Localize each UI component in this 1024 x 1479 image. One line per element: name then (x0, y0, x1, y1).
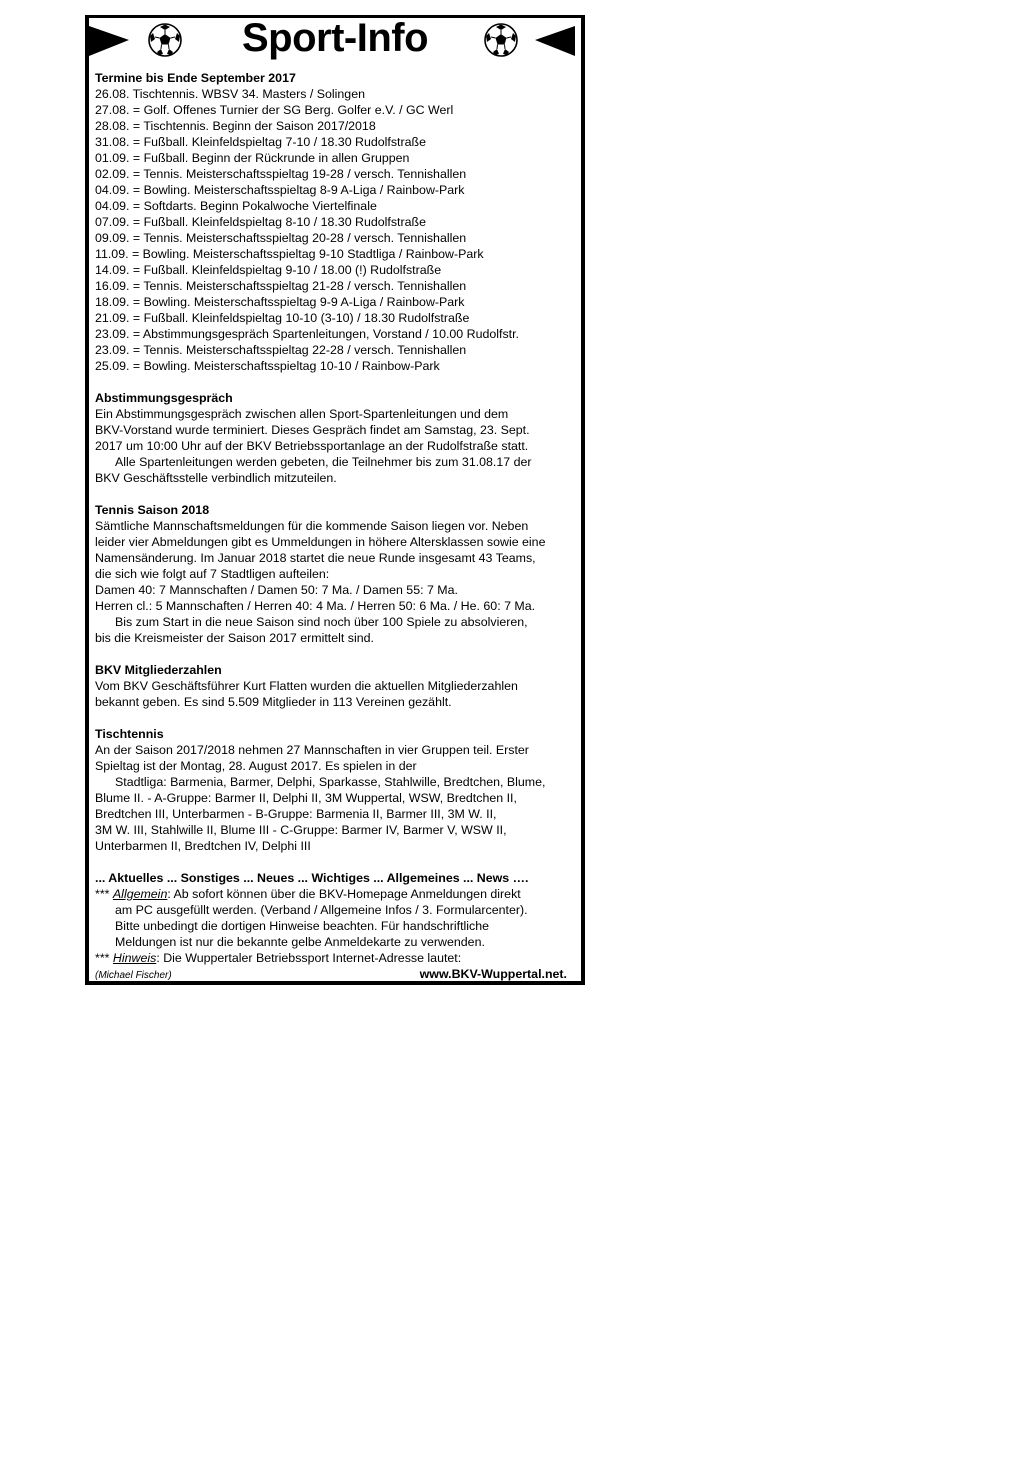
paragraph-line: 3M W. III, Stahlwille II, Blume III - C-Gruppe: Barmer IV, Barmer V, WSW II, (95, 823, 507, 837)
paragraph-line: Blume II. - A-Gruppe: Barmer II, Delphi II, 3M Wuppertal, WSW, Bredtchen II, (95, 791, 517, 805)
paragraph-line: BKV-Vorstand wurde terminiert. Dieses Gespräch findet am Samstag, 23. Sept. (95, 423, 530, 437)
website-link[interactable]: www.BKV-Wuppertal.net. (419, 967, 567, 981)
paragraph-line: die sich wie folgt auf 7 Stadtligen aufteilen: (95, 567, 330, 581)
paragraph-line: am PC ausgefüllt werden. (Verband / Allgemeine Infos / 3. Formularcenter). (115, 903, 528, 917)
paragraph-line: Bredtchen III, Unterbarmen - B-Gruppe: Barmenia II, Barmer III, 3M W. II, (95, 807, 497, 821)
header (89, 18, 581, 68)
termin-item: 21.09. = Fußball. Kleinfeldspieltag 10-10 (3-10) / 18.30 Rudolfstraße (95, 311, 470, 325)
news-text: : Ab sofort können über die BKV-Homepage Anmeldungen direkt (167, 887, 521, 901)
paragraph-line: bis die Kreismeister der Saison 2017 ermittelt sind. (95, 631, 374, 645)
soccer-ball-icon (483, 22, 519, 58)
paragraph-line: Namensänderung. Im Januar 2018 startet die neue Runde insgesamt 43 Teams, (95, 551, 536, 565)
news-item-allgemein (95, 886, 575, 902)
termin-item: 23.09. = Tennis. Meisterschaftsspieltag 22-28 / versch. Tennishallen (95, 343, 467, 357)
paragraph-line: Bis zum Start in die neue Saison sind noch über 100 Spiele zu absolvieren, (115, 615, 528, 629)
paragraph-line: Alle Spartenleitungen werden gebeten, die Teilnehmer bis zum 31.08.17 der (115, 455, 532, 469)
news-stars: *** (95, 951, 110, 965)
paragraph-line: bekannt geben. Es sind 5.509 Mitglieder in 113 Vereinen gezählt. (95, 695, 452, 709)
paragraph-line: leider vier Abmeldungen gibt es Ummeldungen in höhere Altersklassen sowie eine (95, 535, 546, 549)
termin-item: 14.09. = Fußball. Kleinfeldspieltag 9-10 / 18.00 (!) Rudolfstraße (95, 263, 442, 277)
paragraph-line: Unterbarmen II, Bredtchen IV, Delphi III (95, 839, 311, 853)
paragraph-line: Herren cl.: 5 Mannschaften / Herren 40: 4 Ma. / Herren 50: 6 Ma. / He. 60: 7 Ma. (95, 599, 536, 613)
termin-item: 09.09. = Tennis. Meisterschaftsspieltag 20-28 / versch. Tennishallen (95, 231, 467, 245)
paragraph-line: Stadtliga: Barmenia, Barmer, Delphi, Sparkasse, Stahlwille, Bredtchen, Blume, (115, 775, 546, 789)
paragraph-line: An der Saison 2017/2018 nehmen 27 Mannschaften in vier Gruppen teil. Erster (95, 743, 529, 757)
paragraph-line: 2017 um 10:00 Uhr auf der BKV Betriebssportanlage an der Rudolfstraße statt. (95, 439, 529, 453)
section-heading-tischtennis: Tischtennis (95, 727, 164, 741)
section-heading-termine: Termine bis Ende September 2017 (95, 71, 296, 85)
termin-item: 27.08. = Golf. Offenes Turnier der SG Berg. Golfer e.V. / GC Werl (95, 103, 454, 117)
termin-item: 23.09. = Abstimmungsgespräch Spartenleitungen, Vorstand / 10.00 Rudolfstr. (95, 327, 519, 341)
termin-item: 04.09. = Softdarts. Beginn Pokalwoche Viertelfinale (95, 199, 377, 213)
news-stars: *** (95, 887, 110, 901)
page-title: Sport-Info (241, 16, 429, 60)
paragraph-line: Damen 40: 7 Mannschaften / Damen 50: 7 Ma. / Damen 55: 7 Ma. (95, 583, 458, 597)
paragraph-line: Sämtliche Mannschaftsmeldungen für die kommende Saison liegen vor. Neben (95, 519, 529, 533)
paragraph-line: Bitte unbedingt die dortigen Hinweise beachten. Für handschriftliche (115, 919, 490, 933)
section-heading-abstimmung: Abstimmungsgespräch (95, 391, 233, 405)
section-heading-mitglieder: BKV Mitgliederzahlen (95, 663, 222, 677)
section-heading-news: ... Aktuelles ... Sonstiges ... Neues ... Wichtiges ... Allgemeines ... News …. (95, 871, 529, 885)
author-signature: (Michael Fischer) (95, 970, 172, 981)
termin-item: 26.08. Tischtennis. WBSV 34. Masters / Solingen (95, 87, 365, 101)
paragraph-line: Spieltag ist der Montag, 28. August 2017. Es spielen in der (95, 759, 417, 773)
news-label-allgemein: Allgemein (112, 887, 168, 901)
news-item-hinweis (95, 950, 575, 966)
termin-item: 28.08. = Tischtennis. Beginn der Saison 2017/2018 (95, 119, 376, 133)
paragraph-line: BKV Geschäftsstelle verbindlich mitzuteilen. (95, 471, 337, 485)
signature-row (95, 966, 575, 982)
section-heading-tennis: Tennis Saison 2018 (95, 503, 210, 517)
news-label-hinweis: Hinweis (112, 951, 157, 965)
termin-item: 07.09. = Fußball. Kleinfeldspieltag 8-10 / 18.30 Rudolfstraße (95, 215, 426, 229)
termin-item: 18.09. = Bowling. Meisterschaftsspieltag 9-9 A-Liga / Rainbow-Park (95, 295, 465, 309)
termin-item: 02.09. = Tennis. Meisterschaftsspieltag 19-28 / versch. Tennishallen (95, 167, 467, 181)
pennant-right-icon (531, 26, 575, 60)
news-text: : Die Wuppertaler Betriebssport Internet-Adresse lautet: (156, 951, 462, 965)
sport-info-box (85, 15, 585, 985)
paragraph-line: Meldungen ist nur die bekannte gelbe Anmeldekarte zu verwenden. (115, 935, 485, 949)
termin-item: 04.09. = Bowling. Meisterschaftsspieltag 8-9 A-Liga / Rainbow-Park (95, 183, 465, 197)
paragraph-line: Ein Abstimmungsgespräch zwischen allen Sport-Spartenleitungen und dem (95, 407, 509, 421)
termin-item: 11.09. = Bowling. Meisterschaftsspieltag 9-10 Stadtliga / Rainbow-Park (95, 247, 484, 261)
termin-item: 25.09. = Bowling. Meisterschaftsspieltag 10-10 / Rainbow-Park (95, 359, 440, 373)
termin-item: 01.09. = Fußball. Beginn der Rückrunde in allen Gruppen (95, 151, 410, 165)
termin-item: 16.09. = Tennis. Meisterschaftsspieltag 21-28 / versch. Tennishallen (95, 279, 467, 293)
paragraph-line: Vom BKV Geschäftsführer Kurt Flatten wurden die aktuellen Mitgliederzahlen (95, 679, 518, 693)
content (95, 70, 575, 982)
termin-item: 31.08. = Fußball. Kleinfeldspieltag 7-10 / 18.30 Rudolfstraße (95, 135, 426, 149)
